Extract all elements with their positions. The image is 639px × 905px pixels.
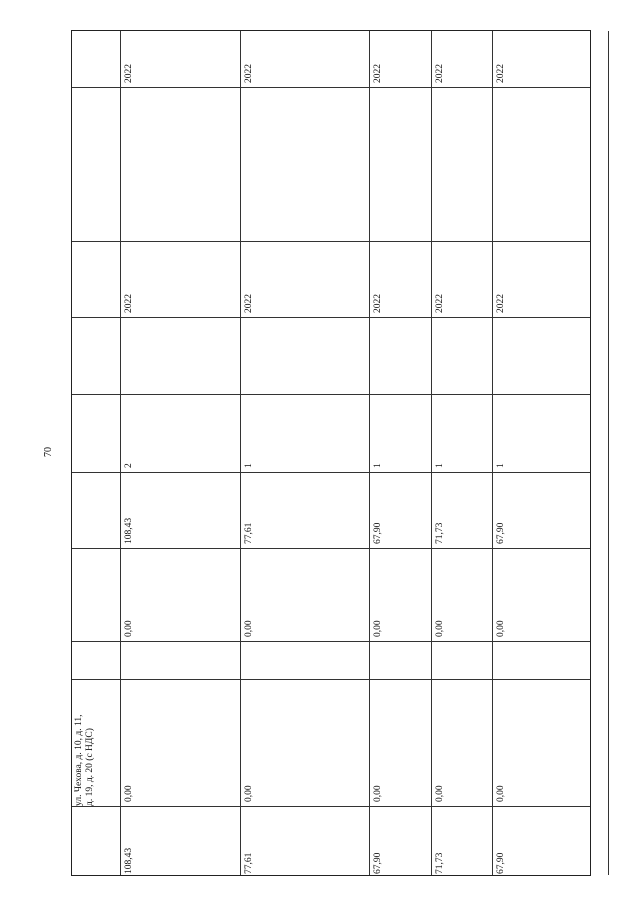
year_a-text: 2022 xyxy=(244,294,254,313)
col_b-text: 0,00 xyxy=(124,785,134,802)
cell-col_i xyxy=(435,88,490,240)
cell-col_c xyxy=(496,642,605,678)
col_d-text: 0,00 xyxy=(124,620,134,637)
total-text: 67,90 xyxy=(373,852,383,874)
address-continuation: ул. Чехова, д. 10, д. 11, д. 19, д. 20 (с НДС) xyxy=(74,714,95,806)
total-text: 77,61 xyxy=(244,852,254,874)
cell-col_c xyxy=(373,642,429,678)
cell-year_a xyxy=(124,242,238,316)
year_b-text: 2022 xyxy=(496,64,506,83)
cell-col_d xyxy=(435,549,490,640)
cell-year_b xyxy=(373,33,429,86)
address-continuation-cell xyxy=(74,679,119,806)
cell-year_a xyxy=(435,242,490,316)
col_d-text: 0,00 xyxy=(244,620,254,637)
cell-qty xyxy=(244,395,367,471)
cell-col_i xyxy=(373,88,429,240)
year_a-text: 2022 xyxy=(373,294,383,313)
col_e-text: 71,73 xyxy=(435,522,445,544)
cell-col_e xyxy=(373,473,429,547)
cell-qty xyxy=(496,395,605,471)
col_e-text: 77,61 xyxy=(244,522,254,544)
cell-col_g xyxy=(373,318,429,393)
col_b-text: 0,00 xyxy=(244,785,254,802)
grid-line xyxy=(608,31,609,875)
grid-line xyxy=(492,31,493,875)
col_e-text: 67,90 xyxy=(373,522,383,544)
grid-line xyxy=(240,31,241,875)
cell-total xyxy=(373,807,429,877)
cell-col_c xyxy=(124,642,238,678)
total-text: 71,73 xyxy=(435,852,445,874)
cell-col_d xyxy=(373,549,429,640)
cell-col_e xyxy=(435,473,490,547)
cell-year_b xyxy=(124,33,238,86)
qty-text: 1 xyxy=(244,463,254,468)
cell-col_b xyxy=(496,680,605,805)
cell-year_a xyxy=(373,242,429,316)
year_b-text: 2022 xyxy=(124,64,134,83)
cell-total xyxy=(124,807,238,877)
cell-col_g xyxy=(496,318,605,393)
year_b-text: 2022 xyxy=(373,64,383,83)
grid-line xyxy=(369,31,370,875)
year_b-text: 2022 xyxy=(435,64,445,83)
cell-col_d xyxy=(124,549,238,640)
cell-year_a xyxy=(496,242,605,316)
cell-qty xyxy=(435,395,490,471)
qty-text: 1 xyxy=(373,463,383,468)
cell-col_e xyxy=(124,473,238,547)
col_d-text: 0,00 xyxy=(435,620,445,637)
page-number: 70 xyxy=(43,447,54,457)
qty-text: 1 xyxy=(435,463,445,468)
col_d-text: 0,00 xyxy=(496,620,506,637)
cell-total xyxy=(435,807,490,877)
cell-col_i xyxy=(124,88,238,240)
col_b-text: 0,00 xyxy=(496,785,506,802)
cell-col_g xyxy=(244,318,367,393)
cell-col_g xyxy=(124,318,238,393)
rotated-table xyxy=(71,30,591,876)
cell-qty xyxy=(124,395,238,471)
cell-year_b xyxy=(244,33,367,86)
cell-col_d xyxy=(244,549,367,640)
year_a-text: 2022 xyxy=(435,294,445,313)
cell-total xyxy=(244,807,367,877)
qty-text: 2 xyxy=(124,463,134,468)
col_b-text: 0,00 xyxy=(435,785,445,802)
year_b-text: 2022 xyxy=(244,64,254,83)
cell-col_i xyxy=(244,88,367,240)
col_e-text: 67,90 xyxy=(496,522,506,544)
grid-line xyxy=(120,31,121,875)
cell-col_g xyxy=(435,318,490,393)
cell-col_d xyxy=(496,549,605,640)
col_e-text: 108,43 xyxy=(124,517,134,544)
col_b-text: 0,00 xyxy=(373,785,383,802)
total-text: 108,43 xyxy=(124,847,134,874)
cell-qty xyxy=(373,395,429,471)
year_a-text: 2022 xyxy=(124,294,134,313)
col_d-text: 0,00 xyxy=(373,620,383,637)
cell-col_b xyxy=(435,680,490,805)
cell-col_b xyxy=(244,680,367,805)
qty-text: 1 xyxy=(496,463,506,468)
grid-line xyxy=(431,31,432,875)
total-text: 67,90 xyxy=(496,852,506,874)
year_a-text: 2022 xyxy=(496,294,506,313)
cell-col_b xyxy=(373,680,429,805)
cell-year_b xyxy=(496,33,605,86)
cell-col_e xyxy=(496,473,605,547)
cell-col_c xyxy=(435,642,490,678)
cell-year_a xyxy=(244,242,367,316)
cell-total xyxy=(496,807,605,877)
cell-col_i xyxy=(496,88,605,240)
cell-col_c xyxy=(244,642,367,678)
cell-col_b xyxy=(124,680,238,805)
cell-col_e xyxy=(244,473,367,547)
cell-year_b xyxy=(435,33,490,86)
